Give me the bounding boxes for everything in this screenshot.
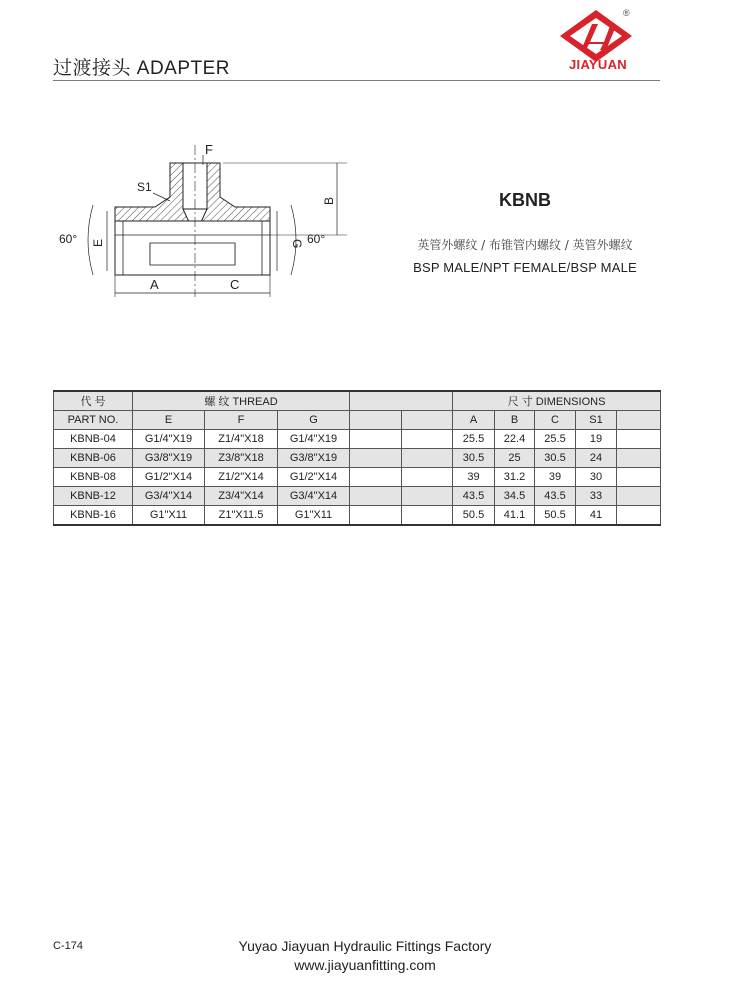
cell-s1: 33 bbox=[576, 487, 617, 506]
description-en: BSP MALE/NPT FEMALE/BSP MALE bbox=[413, 260, 637, 275]
cell-part: KBNB-12 bbox=[54, 487, 133, 506]
label-e: E bbox=[91, 238, 105, 247]
label-s1: S1 bbox=[137, 180, 152, 194]
table-row bbox=[54, 506, 661, 526]
footer-company: Yuyao Jiayuan Hydraulic Fittings Factory bbox=[238, 938, 492, 954]
cell-b: 31.2 bbox=[495, 468, 535, 487]
col-s1: S1 bbox=[576, 411, 617, 430]
label-g: G bbox=[290, 239, 304, 249]
cell-e: G3/8"X19 bbox=[133, 449, 205, 468]
cell-a: 30.5 bbox=[453, 449, 495, 468]
page-title: 过渡接头 ADAPTER bbox=[53, 58, 231, 79]
cell-c: 25.5 bbox=[535, 430, 576, 449]
label-f: F bbox=[205, 142, 213, 157]
col-b: B bbox=[495, 411, 535, 430]
label-angle-left: 60° bbox=[59, 232, 78, 246]
cell-g: G1/4"X19 bbox=[278, 430, 350, 449]
col-c: C bbox=[535, 411, 576, 430]
footer-url: www.jiayuanfitting.com bbox=[294, 957, 436, 973]
header-code: 代 号 bbox=[54, 391, 133, 411]
cell-part: KBNB-08 bbox=[54, 468, 133, 487]
model-code: KBNB bbox=[499, 190, 551, 210]
cell-empty bbox=[402, 430, 453, 449]
cell-part: KBNB-06 bbox=[54, 449, 133, 468]
col-g: G bbox=[278, 411, 350, 430]
cell-empty bbox=[350, 449, 402, 468]
cell-empty bbox=[350, 506, 402, 526]
cell-empty bbox=[402, 449, 453, 468]
cell-a: 43.5 bbox=[453, 487, 495, 506]
cell-s1: 41 bbox=[576, 506, 617, 526]
cell-g: G3/8"X19 bbox=[278, 449, 350, 468]
cell-c: 50.5 bbox=[535, 506, 576, 526]
cell-e: G1/4"X19 bbox=[133, 430, 205, 449]
cell-f: Z1/4"X18 bbox=[205, 430, 278, 449]
cell-f: Z3/8"X18 bbox=[205, 449, 278, 468]
cell-g: G3/4"X14 bbox=[278, 487, 350, 506]
header-blank bbox=[350, 391, 453, 411]
cell-c: 30.5 bbox=[535, 449, 576, 468]
label-a: A bbox=[150, 277, 159, 292]
cell-g: G1"X11 bbox=[278, 506, 350, 526]
col-empty-1 bbox=[350, 411, 402, 430]
cell-b: 22.4 bbox=[495, 430, 535, 449]
cell-e: G3/4"X14 bbox=[133, 487, 205, 506]
cell-a: 39 bbox=[453, 468, 495, 487]
cell-empty bbox=[402, 487, 453, 506]
spec-table bbox=[53, 390, 661, 526]
cell-empty bbox=[617, 487, 661, 506]
table-row bbox=[54, 487, 661, 506]
cell-empty bbox=[350, 487, 402, 506]
cell-part: KBNB-16 bbox=[54, 506, 133, 526]
header-divider bbox=[53, 80, 660, 81]
header-thread: 螺 纹 THREAD bbox=[133, 391, 350, 411]
cell-a: 25.5 bbox=[453, 430, 495, 449]
cell-empty bbox=[617, 449, 661, 468]
col-part-no: PART NO. bbox=[54, 411, 133, 430]
cell-b: 25 bbox=[495, 449, 535, 468]
cell-b: 41.1 bbox=[495, 506, 535, 526]
cell-s1: 24 bbox=[576, 449, 617, 468]
cell-s1: 30 bbox=[576, 468, 617, 487]
cell-empty bbox=[617, 430, 661, 449]
label-c: C bbox=[230, 277, 240, 292]
cell-f: Z1"X11.5 bbox=[205, 506, 278, 526]
description-cn: 英管外螺纹 / 布锥管内螺纹 / 英管外螺纹 bbox=[417, 238, 633, 252]
cell-g: G1/2"X14 bbox=[278, 468, 350, 487]
col-f: F bbox=[205, 411, 278, 430]
cell-empty bbox=[617, 506, 661, 526]
col-empty-2 bbox=[402, 411, 453, 430]
cell-e: G1/2"X14 bbox=[133, 468, 205, 487]
cell-e: G1"X11 bbox=[133, 506, 205, 526]
registered-mark: ® bbox=[623, 8, 630, 18]
col-empty-3 bbox=[617, 411, 661, 430]
cell-a: 50.5 bbox=[453, 506, 495, 526]
cell-empty bbox=[350, 468, 402, 487]
cell-empty bbox=[617, 468, 661, 487]
header-dimensions: 尺 寸 DIMENSIONS bbox=[453, 391, 661, 411]
cell-f: Z3/4"X14 bbox=[205, 487, 278, 506]
cell-c: 43.5 bbox=[535, 487, 576, 506]
cell-empty bbox=[350, 430, 402, 449]
col-e: E bbox=[133, 411, 205, 430]
cell-b: 34.5 bbox=[495, 487, 535, 506]
label-angle-right: 60° bbox=[307, 232, 326, 246]
cell-empty bbox=[402, 506, 453, 526]
cell-s1: 19 bbox=[576, 430, 617, 449]
page-number: C-174 bbox=[53, 940, 83, 952]
table-row bbox=[54, 468, 661, 487]
fitting-drawing bbox=[55, 135, 355, 305]
cell-c: 39 bbox=[535, 468, 576, 487]
cell-empty bbox=[402, 468, 453, 487]
table-row bbox=[54, 449, 661, 468]
table-row bbox=[54, 430, 661, 449]
cell-f: Z1/2"X14 bbox=[205, 468, 278, 487]
label-b: B bbox=[322, 196, 336, 205]
cell-part: KBNB-04 bbox=[54, 430, 133, 449]
logo-text: JIAYUAN bbox=[569, 57, 627, 72]
col-a: A bbox=[453, 411, 495, 430]
